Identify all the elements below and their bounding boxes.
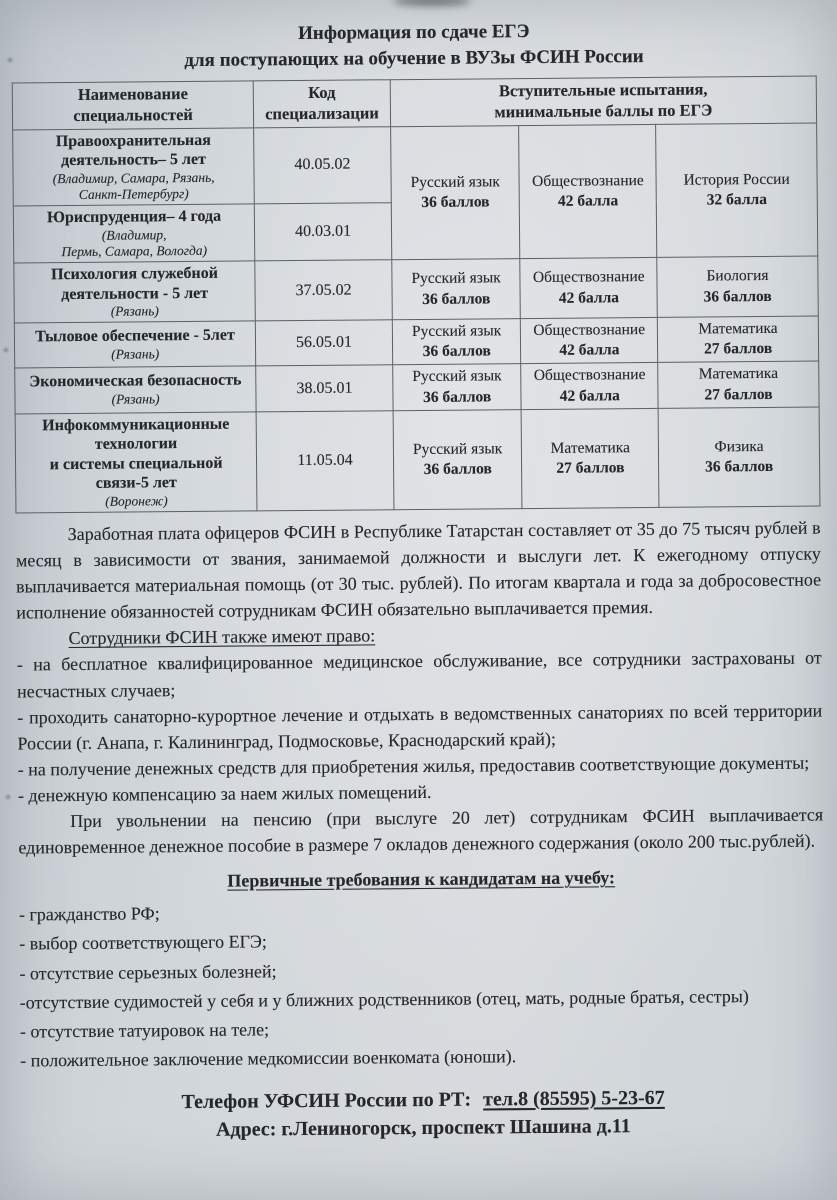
list-item: - на получение денежных средств для приобретения жилья, предоставив соответствующие документы; [17,752,810,780]
exam-cell [390,125,520,259]
specialty-name-cell [14,261,256,323]
table-row [13,123,818,206]
admissions-table [12,76,821,514]
exam-subject: Обществознание [532,171,644,190]
requirements-heading-text: Первичные требования к кандидатам на учебу: [227,867,616,891]
exam-cell [392,259,521,320]
specialty-code-cell: 38.05.01 [256,365,393,411]
exam-subject: Обществознание [532,268,645,287]
specialty-name: Экономическая безопасность [29,371,242,391]
page-title [11,17,816,76]
specialty-name-cell [13,204,255,263]
exam-subject: Математика [698,365,779,384]
address-line: Адрес: г.Лениногорск, проспект Шашина д.11 [215,1115,631,1142]
rights-heading-text: Сотрудники ФСИН также имеют право: [68,625,376,649]
exam-cell [657,316,818,363]
table-row [15,407,820,513]
exam-score: 36 баллов [705,457,774,476]
specialty-code-cell: 40.05.02 [254,126,391,204]
exam-score: 42 балла [558,288,620,307]
table-row [14,256,818,323]
exam-cell [519,124,657,258]
specialty-name: Психология служебной деятельности - 5 лет [50,264,218,303]
phone-value: тел.8 (85595) 5-23-67 [483,1086,665,1111]
exam-cell [656,123,818,258]
specialty-cities: (Рязань) [111,346,160,362]
exam-subject: Русский язык [412,367,502,386]
specialty-cities: (Владимир, Пермь, Самара, Вологда) [61,226,208,259]
specialty-code-cell: 40.03.01 [254,203,391,261]
exam-score: 36 баллов [703,287,772,306]
exam-score: 42 балла [557,192,619,210]
pension-paragraph: При увольнении на пенсию (при выслуге 20 лет) сотрудникам ФСИН выплачивается единовременное денежное пособие в размере 7 окладов денежного содержания (около 200 тыс.рублей). [18,804,824,858]
specialty-name: Тыловое обеспечение - 5лет [35,327,235,346]
specialty-name-cell [13,128,255,207]
exam-cell [522,408,660,508]
specialty-name-cell [15,366,257,413]
header-specialty-code: Код специализации [253,80,390,127]
specialty-cities: (Владимир, Самара, Рязань, Санкт-Петербург) [52,169,215,202]
list-item: - денежную компенсацию за наем жилых помещений. [17,781,432,806]
exam-score: 36 баллов [422,387,492,406]
header-specialty-name: Наименование специальностей [12,81,254,129]
requirements-heading [19,863,824,896]
list-item: - положительное заключение медкомиссии военкомата (юноши). [20,1045,517,1071]
specialty-code-cell: 56.05.01 [255,320,392,366]
exam-subject: Обществознание [533,366,646,385]
specialty-name-cell [15,412,257,513]
specialty-name-cell [14,321,256,368]
exam-cell [658,361,819,408]
table-row [14,316,818,368]
specialty-cities: (Воронеж) [105,493,168,509]
exam-subject: Русский язык [411,269,501,288]
exam-subject: История России [683,170,790,189]
exam-cell [657,256,818,318]
exam-subject: Русский язык [410,172,501,191]
specialty-code-cell: 37.05.02 [255,260,392,321]
exam-score: 36 баллов [423,460,492,478]
specialty-cities: (Рязань) [111,391,160,408]
exam-cell [658,407,820,508]
exam-score: 36 баллов [422,289,491,308]
list-item: - отсутствие серьезных болезней; [19,960,277,984]
exam-score: 27 баллов [703,340,773,358]
exam-score: 42 балла [559,386,620,405]
exam-score: 27 баллов [556,459,625,477]
exam-subject: Русский язык [412,440,503,458]
exam-score: 27 баллов [704,385,773,404]
exam-cell [393,409,522,509]
exam-subject: Математика [550,438,630,457]
phone-label: Телефон УФСИН России по РТ: [181,1088,472,1113]
exam-subject: Биология [706,267,769,285]
exam-score: 32 балла [706,190,767,209]
title-line-2: для поступающих на обучение в ВУЗы ФСИН России [184,46,644,72]
exam-subject: Физика [714,437,764,456]
list-item: -отсутствие судимостей у себя и у ближних родственников (отец, мать, родные братья, сестры) [19,985,749,1013]
exam-cell [393,364,522,410]
specialty-name: Правоохранительная деятельность– 5 лет [55,131,211,170]
table-row [15,361,819,413]
table-header-row [12,76,816,129]
header-entrance-exams: Вступительные испытания, минимальные баллы по ЕГЭ [390,76,817,126]
list-item: - проходить санаторно-курортное лечение и отдыхать в ведомственных санаториях по всей территории России (г. Анапа, г. Калининград, Подмосковье, Краснодарский край); [17,700,823,754]
exam-cell [520,257,657,318]
exam-cell [521,363,658,409]
specialty-name: Инфокоммуникационные технологии и системы специальной связи-5 лет [42,415,230,493]
specialty-code-cell: 11.05.04 [256,410,394,510]
exam-cell [392,319,521,365]
contact-footer [21,1082,826,1146]
exam-cell [521,318,658,364]
exam-score: 36 баллов [422,342,491,361]
specialty-name: Юриспруденция– 4 года [46,207,222,227]
exam-subject: Русский язык [411,322,502,341]
body-text [16,515,826,1147]
list-item: - на бесплатное квалифицированное медицинское обслуживание, все сотрудники застрахованы от несчастных случаев; [16,647,822,702]
specialty-cities: (Рязань) [110,303,159,319]
exam-score: 36 баллов [421,193,490,211]
list-item: - гражданство РФ; [18,903,160,925]
exam-subject: Обществознание [533,321,646,340]
list-item: - отсутствие татуировок на теле; [19,1019,270,1042]
salary-paragraph: Заработная плата офицеров ФСИН в Республике Татарстан составляет от 35 до 75 тысяч рублей в месяц в зависимости от звания, занимаемой должности и выслуги лет. К ежегодному отпуску выплачивается материальная помощь (от 30 тыс. рублей). По итогам квартала и года за добросовестное исполнение обязанностей сотрудникам ФСИН обязательно выплачивается премия. [15,517,822,623]
exam-subject: Математика [698,320,778,338]
title-line-1: Информация по сдаче ЕГЭ [297,21,530,45]
exam-score: 42 балла [559,341,620,360]
list-item: - выбор соответствующего ЕГЭ; [19,931,267,954]
